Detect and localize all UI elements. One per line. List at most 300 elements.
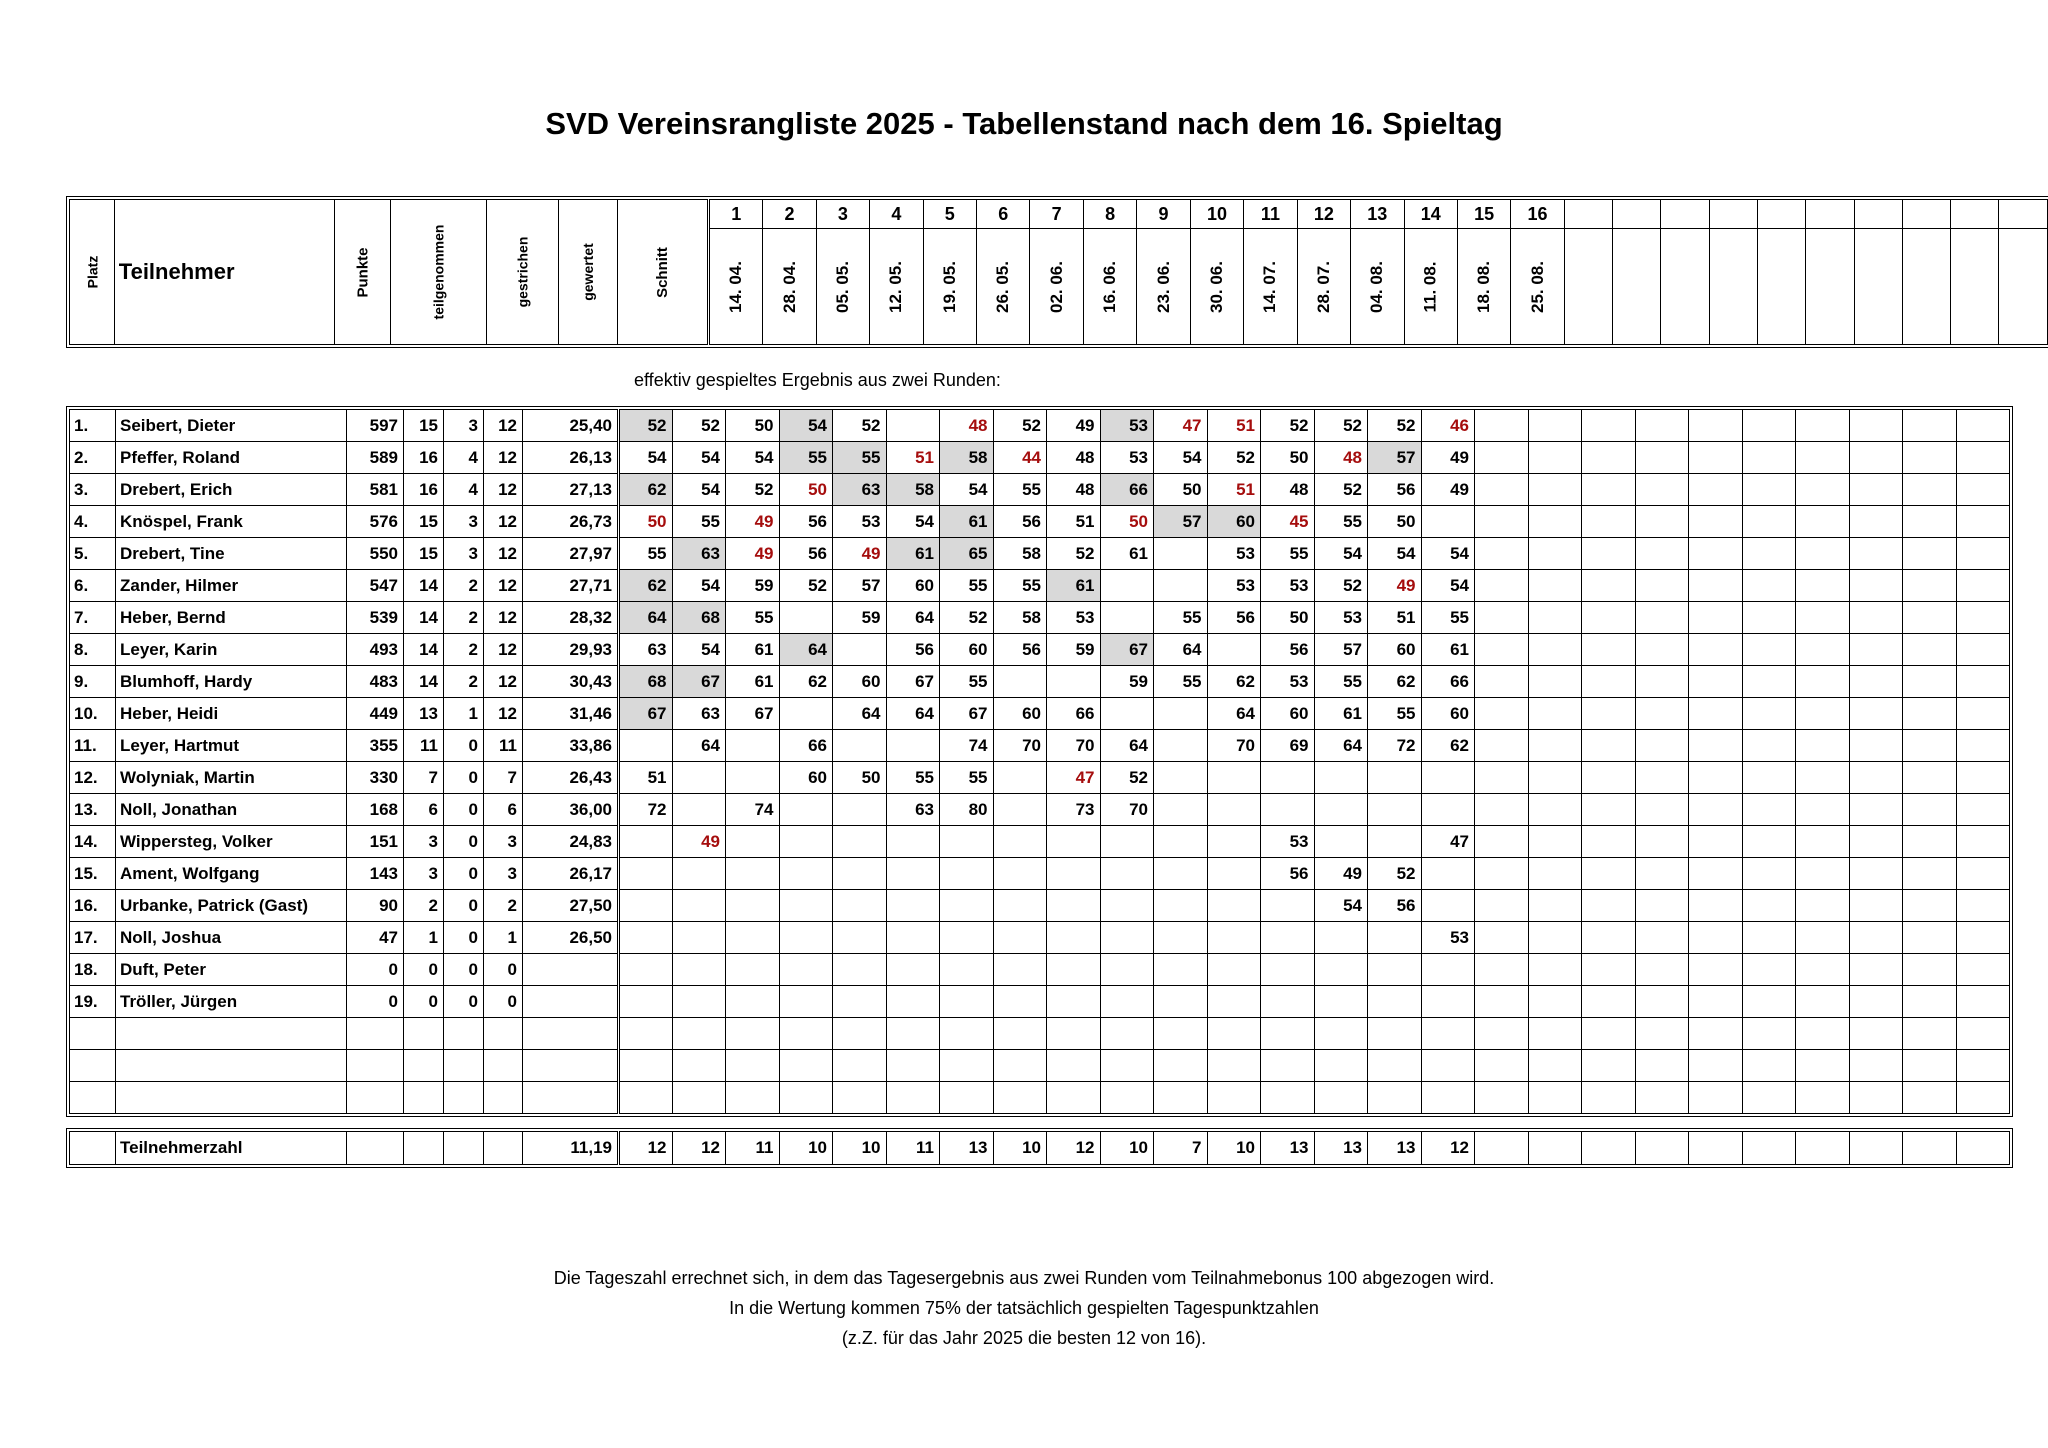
player-punkte: 47 <box>347 922 404 954</box>
score-cell <box>1742 442 1796 474</box>
total-count-8: 10 <box>993 1132 1047 1165</box>
score-cell <box>1849 474 1903 506</box>
score-cell: 65 <box>940 538 994 570</box>
player-teilgenommen: 7 <box>404 762 444 794</box>
round-date-6 <box>977 229 1030 345</box>
header-teilnehmer: Teilnehmer <box>114 200 334 345</box>
round-number-23 <box>1854 200 1902 229</box>
score-cell <box>1421 986 1475 1018</box>
round-date-24 <box>1902 229 1950 345</box>
score-cell <box>1314 826 1368 858</box>
score-cell <box>1582 826 1636 858</box>
score-cell <box>1903 410 1957 442</box>
score-cell <box>940 922 994 954</box>
score-cell <box>1100 858 1154 890</box>
player-schnitt: 27,50 <box>523 890 619 922</box>
header-table <box>69 199 2048 345</box>
score-cell: 50 <box>726 410 780 442</box>
score-cell <box>1903 634 1957 666</box>
total-count-10: 10 <box>1100 1132 1154 1165</box>
total-count-1: 12 <box>619 1132 673 1165</box>
round-number-19 <box>1661 200 1709 229</box>
score-cell <box>1154 826 1208 858</box>
empty-row <box>70 1018 2010 1050</box>
score-cell: 68 <box>619 666 673 698</box>
score-cell <box>1849 890 1903 922</box>
score-cell: 50 <box>1154 474 1208 506</box>
player-punkte: 151 <box>347 826 404 858</box>
score-cell <box>1207 922 1261 954</box>
header-gewertet: gewertet <box>558 200 617 345</box>
score-cell <box>1742 666 1796 698</box>
score-cell <box>1154 762 1208 794</box>
score-cell <box>1421 506 1475 538</box>
player-platz: 8. <box>70 634 116 666</box>
score-cell <box>1154 698 1208 730</box>
score-cell <box>1689 442 1743 474</box>
total-count-13: 13 <box>1261 1132 1315 1165</box>
score-cell <box>1903 922 1957 954</box>
round-number-13: 13 <box>1351 200 1404 229</box>
score-cell: 46 <box>1421 410 1475 442</box>
empty-cell <box>1154 1018 1208 1050</box>
player-gewertet: 1 <box>484 922 523 954</box>
score-cell <box>1956 634 2010 666</box>
empty-cell <box>833 1018 887 1050</box>
score-cell: 59 <box>1100 666 1154 698</box>
score-cell <box>1528 442 1582 474</box>
player-punkte: 539 <box>347 602 404 634</box>
header-schnitt: Schnitt <box>617 200 709 345</box>
player-gestrichen: 0 <box>444 986 484 1018</box>
score-cell <box>1154 954 1208 986</box>
score-cell <box>1849 954 1903 986</box>
score-cell <box>1528 634 1582 666</box>
score-cell <box>1689 538 1743 570</box>
total-count-12: 10 <box>1207 1132 1261 1165</box>
total-gew-cell <box>484 1132 523 1165</box>
empty-cell <box>726 1050 780 1082</box>
score-cell <box>1528 506 1582 538</box>
player-teilgenommen: 14 <box>404 602 444 634</box>
footnote-3: (z.Z. für das Jahr 2025 die besten 12 von 16). <box>841 1328 1207 1348</box>
player-schnitt: 24,83 <box>523 826 619 858</box>
empty-cell <box>1047 1018 1101 1050</box>
player-name: Pfeffer, Roland <box>116 442 347 474</box>
empty-cell <box>886 1050 940 1082</box>
score-cell <box>1956 410 2010 442</box>
empty-cell <box>1421 1082 1475 1114</box>
score-cell <box>1689 666 1743 698</box>
score-cell <box>1154 922 1208 954</box>
total-count-26 <box>1956 1132 2010 1165</box>
score-cell <box>726 890 780 922</box>
empty-cell <box>116 1082 347 1114</box>
score-cell <box>1154 986 1208 1018</box>
score-cell <box>1261 954 1315 986</box>
score-cell <box>1956 602 2010 634</box>
round-date-label: 30. 06. <box>1207 260 1226 313</box>
score-cell <box>1742 858 1796 890</box>
score-cell: 64 <box>779 634 833 666</box>
empty-cell <box>70 1018 116 1050</box>
total-teil-cell <box>404 1132 444 1165</box>
score-cell <box>1903 858 1957 890</box>
empty-cell <box>347 1082 404 1114</box>
score-cell <box>1849 794 1903 826</box>
player-gestrichen: 0 <box>444 826 484 858</box>
score-cell: 70 <box>1047 730 1101 762</box>
empty-cell <box>1421 1050 1475 1082</box>
empty-cell <box>484 1018 523 1050</box>
empty-cell <box>1207 1082 1261 1114</box>
score-cell <box>1742 634 1796 666</box>
total-punkte-cell <box>347 1132 404 1165</box>
empty-cell <box>70 1082 116 1114</box>
score-cell <box>1582 858 1636 890</box>
total-schnitt: 11,19 <box>523 1132 619 1165</box>
score-cell: 59 <box>1047 634 1101 666</box>
player-platz: 7. <box>70 602 116 634</box>
score-cell <box>1903 986 1957 1018</box>
total-count-18 <box>1528 1132 1582 1165</box>
player-platz: 5. <box>70 538 116 570</box>
score-cell: 51 <box>1207 410 1261 442</box>
empty-row <box>70 1050 2010 1082</box>
score-cell <box>833 858 887 890</box>
score-cell: 56 <box>993 506 1047 538</box>
score-cell <box>1689 826 1743 858</box>
score-cell <box>1903 954 1957 986</box>
score-cell <box>1100 890 1154 922</box>
score-cell <box>1689 762 1743 794</box>
score-cell <box>1742 922 1796 954</box>
empty-cell <box>523 1050 619 1082</box>
score-cell: 53 <box>1421 922 1475 954</box>
empty-cell <box>1100 1082 1154 1114</box>
empty-cell <box>619 1082 673 1114</box>
empty-cell <box>1100 1018 1154 1050</box>
round-date-22 <box>1806 229 1854 345</box>
empty-cell <box>1796 1082 1850 1114</box>
player-name: Blumhoff, Hardy <box>116 666 347 698</box>
score-cell: 61 <box>886 538 940 570</box>
player-teilgenommen: 16 <box>404 474 444 506</box>
score-cell <box>1475 442 1529 474</box>
score-cell <box>726 922 780 954</box>
score-cell <box>1475 410 1529 442</box>
page-title: SVD Vereinsrangliste 2025 - Tabellenstand nach dem 16. Spieltag <box>545 106 1503 141</box>
player-gestrichen: 3 <box>444 410 484 442</box>
round-date-19 <box>1661 229 1709 345</box>
empty-cell <box>1903 1050 1957 1082</box>
score-cell <box>1475 730 1529 762</box>
score-cell <box>886 922 940 954</box>
player-row <box>70 442 2010 474</box>
player-gewertet: 7 <box>484 762 523 794</box>
score-cell: 51 <box>886 442 940 474</box>
score-cell <box>779 698 833 730</box>
score-cell <box>1261 794 1315 826</box>
round-date-label: 14. 07. <box>1260 260 1280 313</box>
empty-cell <box>1742 1082 1796 1114</box>
score-cell <box>1207 890 1261 922</box>
score-cell: 53 <box>1314 602 1368 634</box>
score-cell <box>619 954 673 986</box>
score-cell <box>1582 634 1636 666</box>
score-cell <box>1635 954 1689 986</box>
player-gestrichen: 0 <box>444 922 484 954</box>
score-cell: 52 <box>1314 570 1368 602</box>
score-cell <box>1314 922 1368 954</box>
player-schnitt: 28,32 <box>523 602 619 634</box>
score-cell: 56 <box>886 634 940 666</box>
player-row <box>70 762 2010 794</box>
empty-cell <box>1635 1082 1689 1114</box>
empty-row <box>70 1082 2010 1114</box>
footnote-1: Die Tageszahl errechnet sich, in dem das Tagesergebnis aus zwei Runden vom Teilnahmebonus 100 abgezogen wird. <box>553 1268 1495 1288</box>
score-cell: 66 <box>779 730 833 762</box>
player-name: Heber, Heidi <box>116 698 347 730</box>
score-cell <box>833 954 887 986</box>
player-name: Duft, Peter <box>116 954 347 986</box>
empty-cell <box>116 1050 347 1082</box>
score-cell <box>1742 826 1796 858</box>
empty-cell <box>1849 1018 1903 1050</box>
player-schnitt: 26,43 <box>523 762 619 794</box>
score-cell: 49 <box>1314 858 1368 890</box>
player-punkte: 330 <box>347 762 404 794</box>
player-row <box>70 794 2010 826</box>
score-cell <box>1635 634 1689 666</box>
score-cell <box>1528 954 1582 986</box>
score-cell: 55 <box>1154 666 1208 698</box>
empty-cell <box>779 1050 833 1082</box>
score-cell: 52 <box>619 410 673 442</box>
player-gestrichen: 4 <box>444 442 484 474</box>
player-schnitt: 30,43 <box>523 666 619 698</box>
round-number-16: 16 <box>1511 200 1564 229</box>
score-cell <box>1903 730 1957 762</box>
score-cell: 64 <box>833 698 887 730</box>
score-cell <box>1528 922 1582 954</box>
round-date-13 <box>1351 229 1404 345</box>
score-cell: 52 <box>1207 442 1261 474</box>
score-cell <box>886 858 940 890</box>
score-cell: 62 <box>1421 730 1475 762</box>
player-platz: 19. <box>70 986 116 1018</box>
score-cell <box>833 826 887 858</box>
score-cell <box>1154 570 1208 602</box>
score-cell <box>1956 890 2010 922</box>
score-cell <box>1582 538 1636 570</box>
score-cell <box>1796 858 1850 890</box>
round-date-label: 25. 08. <box>1527 260 1547 313</box>
score-cell: 55 <box>672 506 726 538</box>
total-row <box>70 1132 2010 1165</box>
round-date-label: 12. 05. <box>886 260 906 313</box>
score-cell <box>1956 442 2010 474</box>
score-cell <box>1635 986 1689 1018</box>
score-cell <box>1689 570 1743 602</box>
score-cell: 48 <box>1047 474 1101 506</box>
total-count-24 <box>1849 1132 1903 1165</box>
score-cell <box>1689 890 1743 922</box>
score-cell <box>1796 506 1850 538</box>
score-cell <box>619 858 673 890</box>
empty-cell <box>1368 1082 1422 1114</box>
player-platz: 14. <box>70 826 116 858</box>
total-platz-cell <box>70 1132 116 1165</box>
score-cell <box>1207 826 1261 858</box>
score-cell <box>672 858 726 890</box>
player-gestrichen: 0 <box>444 794 484 826</box>
empty-cell <box>523 1018 619 1050</box>
empty-cell <box>523 1082 619 1114</box>
score-cell <box>1635 826 1689 858</box>
score-cell <box>672 762 726 794</box>
score-cell <box>1635 890 1689 922</box>
score-cell: 61 <box>1100 538 1154 570</box>
empty-cell <box>1368 1050 1422 1082</box>
score-cell: 47 <box>1047 762 1101 794</box>
score-cell: 67 <box>726 698 780 730</box>
empty-cell <box>833 1082 887 1114</box>
score-cell <box>1635 442 1689 474</box>
header-gestrichen: gestrichen <box>487 200 559 345</box>
score-cell: 53 <box>1207 538 1261 570</box>
results-table <box>69 409 2010 1114</box>
empty-cell <box>1314 1082 1368 1114</box>
score-cell: 48 <box>940 410 994 442</box>
score-cell <box>1635 730 1689 762</box>
score-cell <box>1956 986 2010 1018</box>
round-date-20 <box>1709 229 1757 345</box>
score-cell <box>1528 666 1582 698</box>
score-cell: 52 <box>1368 858 1422 890</box>
score-cell: 54 <box>619 442 673 474</box>
score-cell <box>1100 826 1154 858</box>
round-date-label: 11. 08. <box>1420 260 1440 313</box>
empty-cell <box>1689 1082 1743 1114</box>
score-cell <box>1635 922 1689 954</box>
score-cell: 49 <box>726 538 780 570</box>
total-count-11: 7 <box>1154 1132 1208 1165</box>
player-schnitt: 27,71 <box>523 570 619 602</box>
round-date-15 <box>1457 229 1510 345</box>
score-cell: 74 <box>940 730 994 762</box>
score-cell <box>1796 410 1850 442</box>
score-cell <box>1796 570 1850 602</box>
score-cell <box>1368 954 1422 986</box>
player-teilgenommen: 16 <box>404 442 444 474</box>
empty-cell <box>1261 1082 1315 1114</box>
score-cell <box>886 986 940 1018</box>
player-gestrichen: 0 <box>444 858 484 890</box>
player-gewertet: 12 <box>484 666 523 698</box>
score-cell <box>1154 858 1208 890</box>
score-cell <box>1261 986 1315 1018</box>
score-cell <box>1100 922 1154 954</box>
score-cell <box>1528 794 1582 826</box>
round-date-2 <box>763 229 816 345</box>
score-cell <box>1154 890 1208 922</box>
player-name: Heber, Bernd <box>116 602 347 634</box>
score-cell: 58 <box>993 538 1047 570</box>
score-cell <box>1314 986 1368 1018</box>
score-cell: 66 <box>1047 698 1101 730</box>
score-cell: 61 <box>1421 634 1475 666</box>
score-cell: 61 <box>1047 570 1101 602</box>
score-cell <box>1903 698 1957 730</box>
score-cell: 55 <box>1314 506 1368 538</box>
score-cell <box>1047 858 1101 890</box>
empty-cell <box>1475 1050 1529 1082</box>
score-cell <box>886 730 940 762</box>
score-cell: 54 <box>1314 538 1368 570</box>
player-row <box>70 890 2010 922</box>
score-cell <box>1421 858 1475 890</box>
score-cell <box>1368 762 1422 794</box>
empty-cell <box>726 1018 780 1050</box>
score-cell <box>1956 762 2010 794</box>
score-cell <box>1849 538 1903 570</box>
score-cell: 64 <box>886 698 940 730</box>
score-cell <box>1689 858 1743 890</box>
score-cell <box>993 858 1047 890</box>
score-cell: 52 <box>940 602 994 634</box>
empty-cell <box>1635 1050 1689 1082</box>
empty-cell <box>1100 1050 1154 1082</box>
score-cell: 60 <box>1207 506 1261 538</box>
score-cell: 49 <box>726 506 780 538</box>
score-cell: 72 <box>619 794 673 826</box>
score-cell: 54 <box>726 442 780 474</box>
score-cell <box>1689 506 1743 538</box>
player-teilgenommen: 15 <box>404 410 444 442</box>
player-gestrichen: 3 <box>444 506 484 538</box>
score-cell <box>1796 666 1850 698</box>
score-cell <box>993 794 1047 826</box>
score-cell <box>1796 794 1850 826</box>
empty-cell <box>347 1050 404 1082</box>
round-number-17 <box>1564 200 1612 229</box>
score-cell: 70 <box>1100 794 1154 826</box>
score-cell <box>1421 954 1475 986</box>
score-cell <box>1903 506 1957 538</box>
score-cell: 60 <box>779 762 833 794</box>
player-gewertet: 2 <box>484 890 523 922</box>
results-caption: effektiv gespieltes Ergebnis aus zwei Runden: <box>634 370 1001 390</box>
empty-cell <box>779 1082 833 1114</box>
score-cell: 52 <box>1314 410 1368 442</box>
player-punkte: 0 <box>347 986 404 1018</box>
score-cell <box>1903 666 1957 698</box>
player-gestrichen: 4 <box>444 474 484 506</box>
player-row <box>70 666 2010 698</box>
score-cell: 48 <box>1047 442 1101 474</box>
player-name: Urbanke, Patrick (Gast) <box>116 890 347 922</box>
score-cell: 54 <box>672 570 726 602</box>
empty-cell <box>1582 1018 1636 1050</box>
round-date-label: 23. 06. <box>1153 260 1173 313</box>
score-cell <box>726 826 780 858</box>
empty-cell <box>1047 1082 1101 1114</box>
score-cell <box>1849 634 1903 666</box>
score-cell <box>1956 922 2010 954</box>
empty-cell <box>672 1082 726 1114</box>
total-count-4: 10 <box>779 1132 833 1165</box>
